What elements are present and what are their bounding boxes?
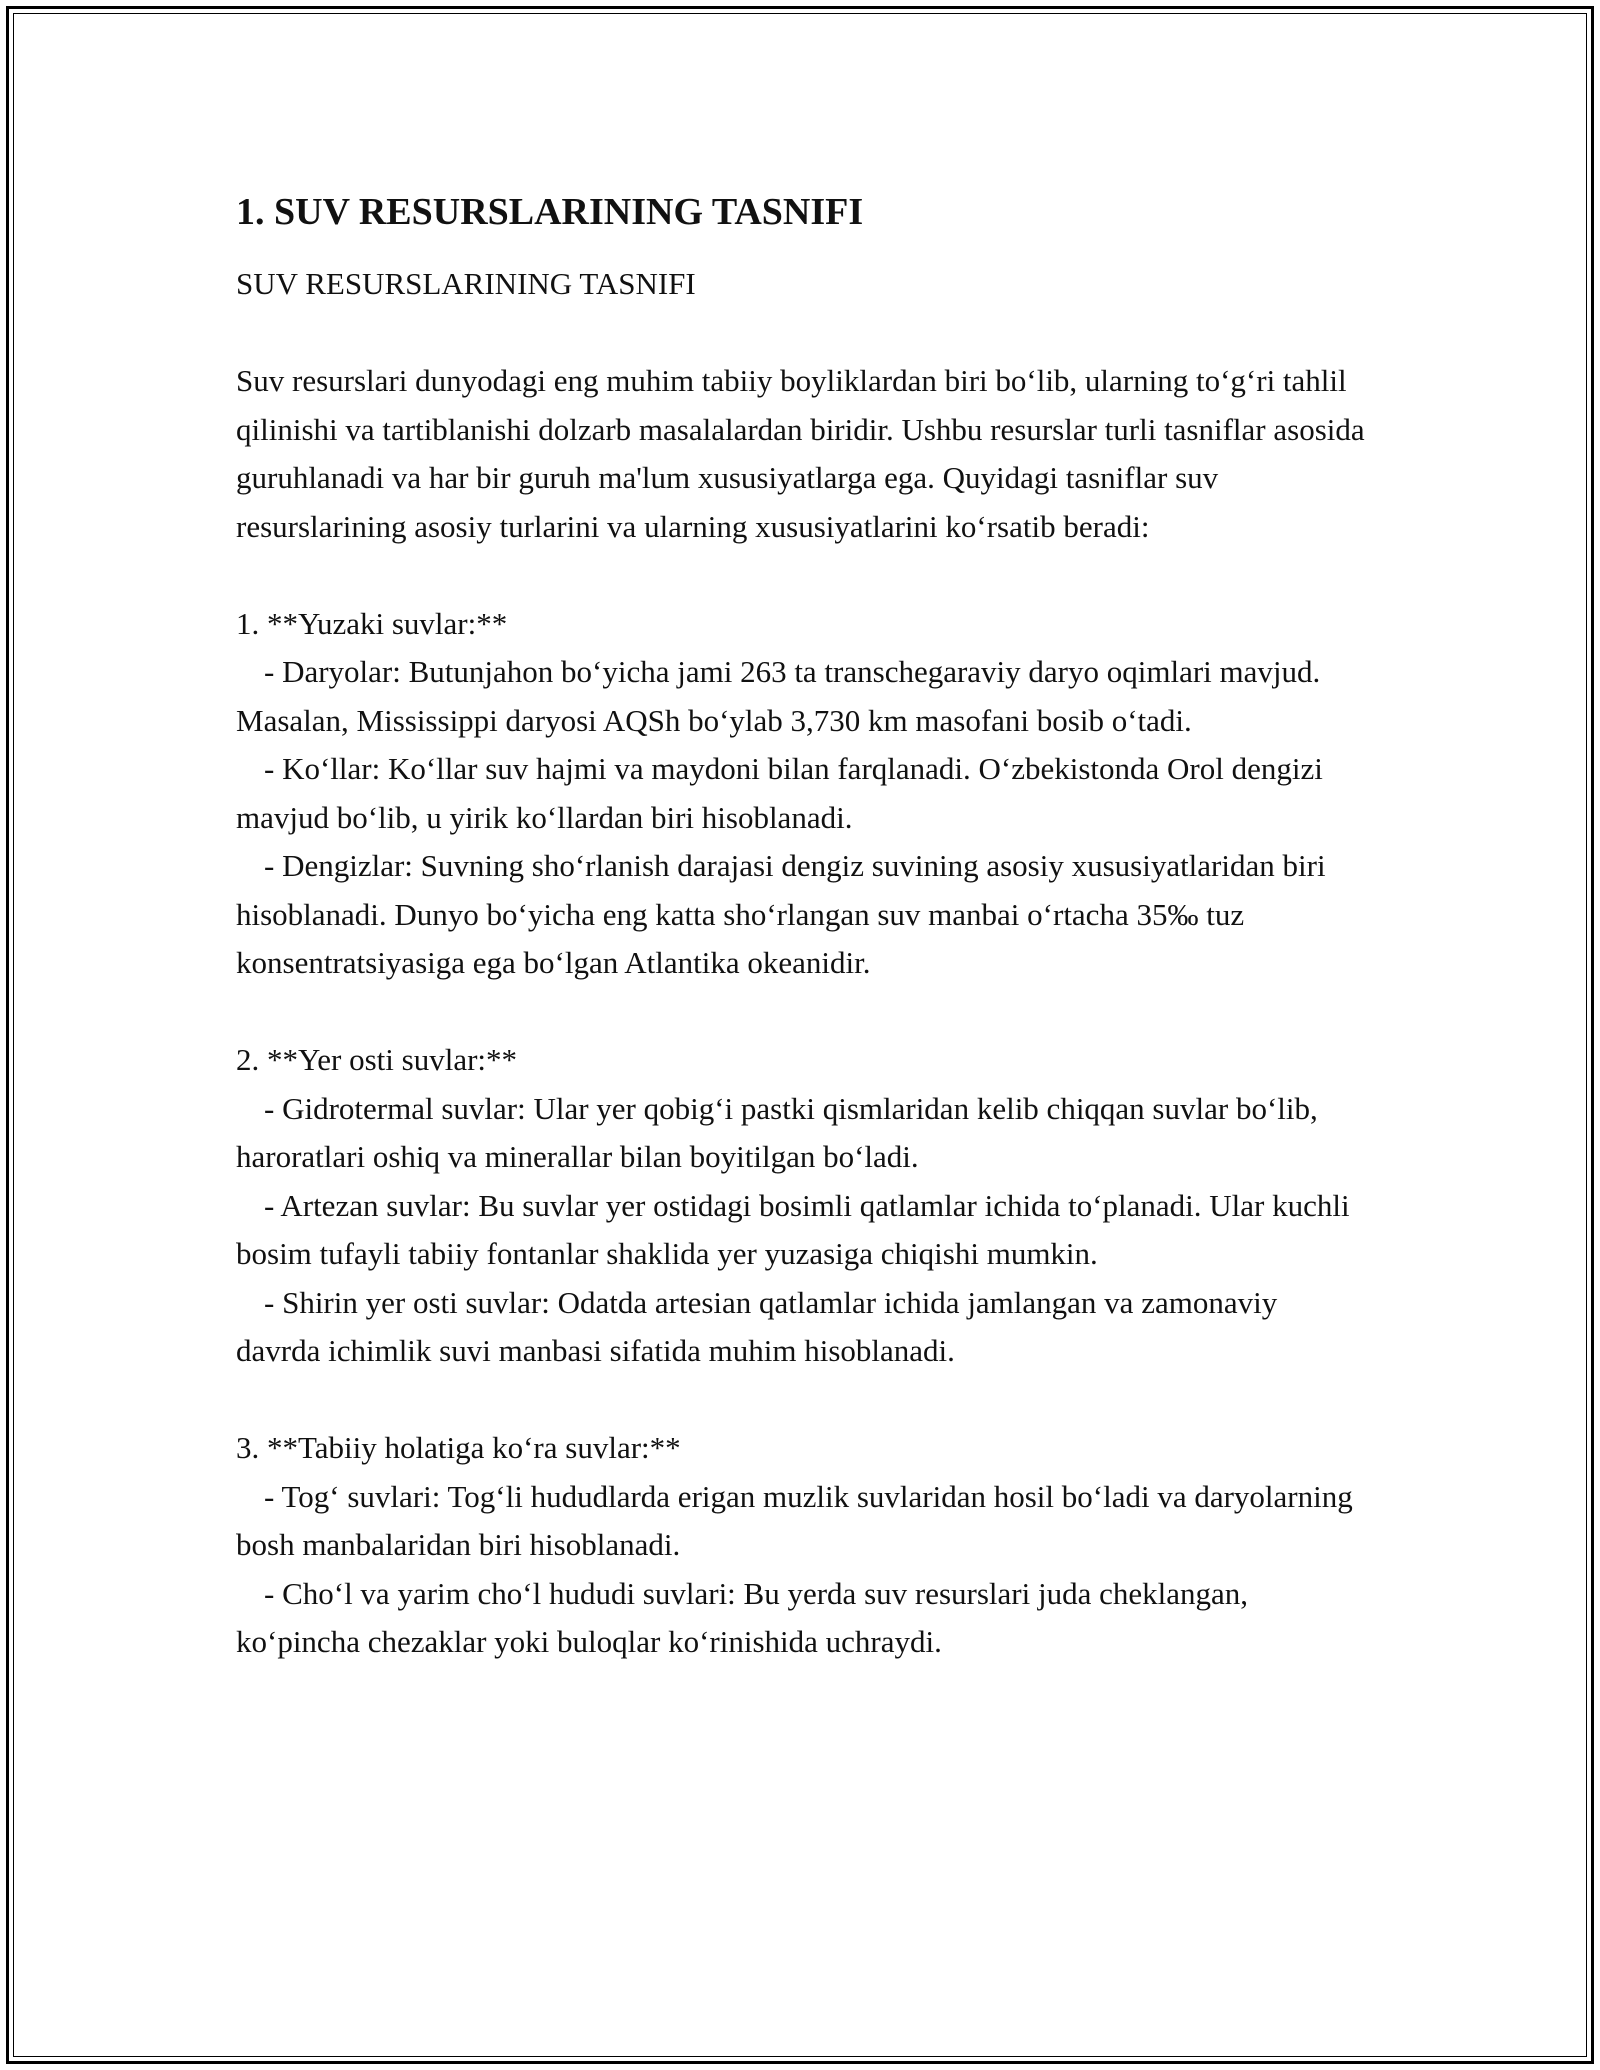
- list-item: - Tog‘ suvlari: Tog‘li hududlarda erigan muzlik suvlaridan hosil bo‘ladi va daryolarning bosh manbalaridan biri hisoblanadi.: [236, 1478, 1353, 1562]
- section-ground-waters: [236, 1036, 1366, 1376]
- section-spacer: [236, 551, 1366, 600]
- document-heading: 1. SUV RESURSLARINING TASNIFI: [236, 191, 864, 233]
- section-surface-waters: [236, 600, 1366, 988]
- section-natural-state-waters: [236, 1424, 1366, 1667]
- section-title: 1. **Yuzaki suvlar:**: [236, 605, 508, 641]
- list-item: - Daryolar: Butunjahon bo‘yicha jami 263 ta transchegaraviy daryo oqimlari mavjud. Masalan, Mississippi daryosi AQSh bo‘ylab 3,730 km masofani bosib o‘tadi.: [236, 654, 1321, 738]
- document-subtitle: SUV RESURSLARINING TASNIFI: [236, 266, 696, 301]
- list-item: - Ko‘llar: Ko‘llar suv hajmi va maydoni bilan farqlanadi. O‘zbekistonda Orol dengizi mavjud bo‘lib, u yirik ko‘llardan biri hisoblanadi.: [236, 751, 1323, 835]
- section-title: 2. **Yer osti suvlar:**: [236, 1042, 518, 1077]
- list-item: - Shirin yer osti suvlar: Odatda artesian qatlamlar ichida jamlangan va zamonaviy davrda ichimlik suvi manbasi sifatida muhim hisoblanadi.: [236, 1284, 1278, 1368]
- list-item: - Cho‘l va yarim cho‘l hududi suvlari: Bu yerda suv resurslari juda cheklangan, ko‘pincha chezaklar yoki buloqlar ko‘rinishida uchraydi.: [236, 1575, 1248, 1659]
- list-item: - Artezan suvlar: Bu suvlar yer ostidagi bosimli qatlamlar ichida to‘planadi. Ular kuchli bosim tufayli tabiiy fontanlar shaklida yer yuzasiga chiqishi mumkin.: [236, 1187, 1350, 1271]
- intro-paragraph: Suv resurslari dunyodagi eng muhim tabiiy boyliklardan biri bo‘lib, ularning to‘g‘ri tahlil qilinishi va tartiblanishi dolzarb masalalardan biridir. Ushbu resurslar turli tasniflar asosida guruhlanadi va har bir guruh ma'lum xususiyatlarga ega. Quyidagi tasniflar suv resurslarining asosiy turlarini va ularning xususiyatlarini ko‘rsatib beradi:: [236, 363, 1365, 544]
- list-item: - Gidrotermal suvlar: Ular yer qobig‘i pastki qismlaridan kelib chiqqan suvlar bo‘lib, haroratlari oshiq va minerallar bilan boyitilgan bo‘ladi.: [236, 1090, 1318, 1174]
- document-body: [236, 190, 1366, 1667]
- section-spacer: [236, 1376, 1366, 1425]
- list-item: - Dengizlar: Suvning sho‘rlanish darajasi dengiz suvining asosiy xususiyatlaridan biri hisoblanadi. Dunyo bo‘yicha eng katta sho‘rlangan suv manbai o‘rtacha 35‰ tuz konsentratsiyasiga ega bo‘lgan Atlantika okeanidir.: [236, 848, 1326, 980]
- section-spacer: [236, 988, 1366, 1037]
- section-title: 3. **Tabiiy holatiga ko‘ra suvlar:**: [236, 1430, 681, 1465]
